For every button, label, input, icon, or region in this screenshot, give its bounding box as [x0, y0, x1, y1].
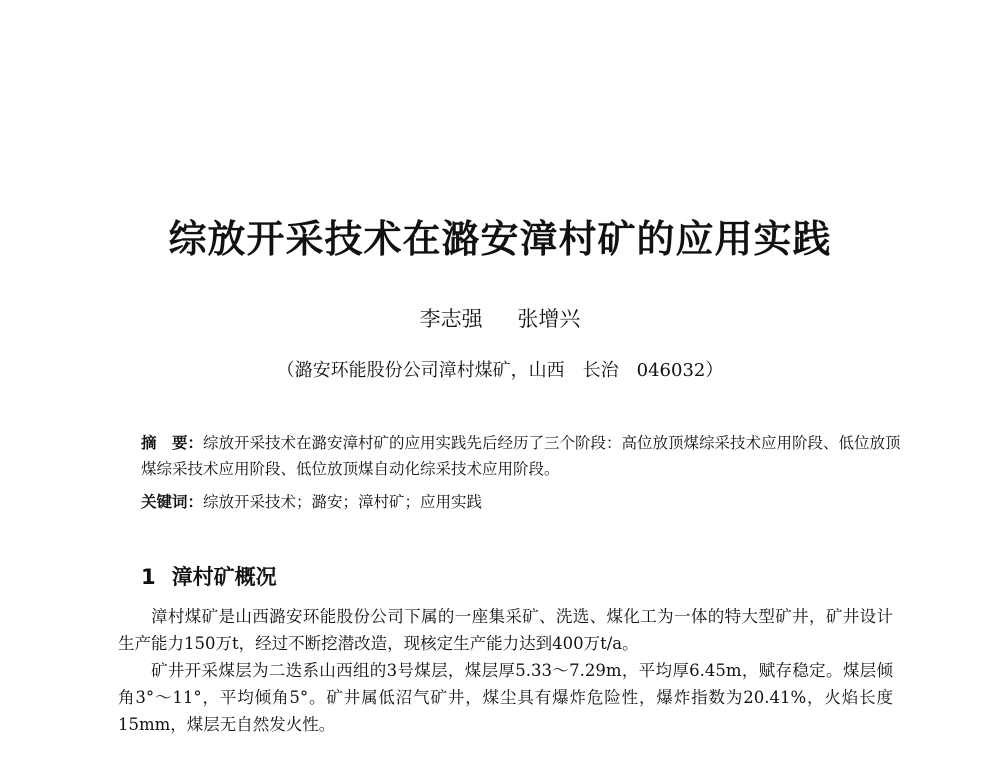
section-title: 漳村矿概况 [171, 565, 277, 589]
section-number: 1 [141, 565, 156, 589]
section-heading [141, 561, 277, 591]
abstract-label: 摘 要： [141, 434, 204, 452]
keywords-text: 综放开采技术；潞安；漳村矿；应用实践 [203, 493, 483, 511]
author-list [0, 303, 1000, 333]
paper-title: 综放开采技术在潞安漳村矿的应用实践 [168, 217, 832, 261]
section-body [118, 603, 893, 738]
keywords [141, 489, 911, 515]
keywords-label: 关键词： [141, 493, 204, 511]
author-affiliation: （潞安环能股份公司漳村煤矿，山西 长治 046032） [276, 360, 724, 381]
abstract [141, 430, 911, 482]
body-paragraph: 矿井开采煤层为二迭系山西组的3号煤层，煤层厚5.33～7.29m，平均厚6.45m，赋存稳定。煤层倾角3°～11°，平均倾角5°。矿井属低沼气矿井，煤尘具有爆炸危险性，爆炸指数为20.41%，火焰长度15mm，煤层无自然发火性。 [118, 661, 893, 734]
author-name: 张增兴 [517, 307, 581, 331]
abstract-text: 综放开采技术在潞安漳村矿的应用实践先后经历了三个阶段：高位放顶煤综采技术应用阶段、低位放顶煤综采技术应用阶段、低位放顶煤自动化综采技术应用阶段。 [141, 434, 901, 478]
author-name: 李志强 [419, 307, 483, 331]
body-paragraph: 漳村煤矿是山西潞安环能股份公司下属的一座集采矿、洗选、煤化工为一体的特大型矿井，矿井设计生产能力150万t，经过不断挖潜改造，现核定生产能力达到400万t/a。 [118, 607, 893, 653]
